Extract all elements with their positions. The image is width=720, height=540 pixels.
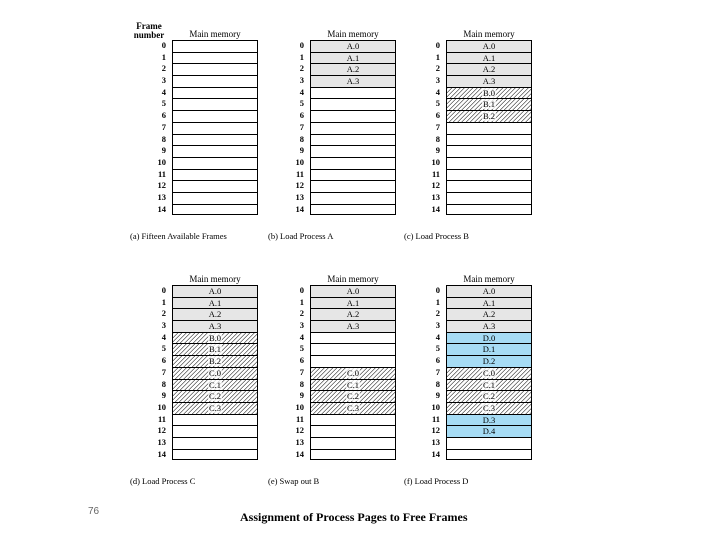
memory-panel (130, 274, 290, 514)
page-label: A.3 (208, 321, 222, 332)
frame-number: 8 (161, 378, 166, 389)
frame-cell (172, 414, 258, 426)
frame-number: 12 (431, 180, 440, 191)
page-label: A.2 (208, 309, 222, 320)
main-memory-title: Main memory (189, 29, 241, 39)
page-label: D.4 (482, 426, 496, 437)
frame-cell (172, 449, 258, 461)
page-label: B.1 (482, 99, 496, 110)
page-label: A.0 (482, 41, 496, 51)
page-label: A.1 (346, 52, 360, 63)
frame-number: 0 (299, 40, 304, 50)
frame-cell (310, 308, 396, 320)
page-label: A.3 (482, 76, 496, 87)
frame-number: 5 (299, 343, 304, 354)
frame-number: 1 (299, 51, 304, 62)
frame-number: 7 (435, 121, 440, 132)
frame-number: 11 (157, 168, 166, 179)
memory-panel (130, 29, 290, 269)
frame-number: 7 (161, 366, 166, 377)
page-label: A.2 (346, 309, 360, 320)
memory-panel (404, 274, 564, 514)
frame-cell (310, 343, 396, 355)
frame-number: 3 (299, 75, 304, 86)
frame-number: 6 (161, 110, 166, 121)
frame-cell (310, 285, 396, 297)
frame-number: 1 (161, 51, 166, 62)
frame-cell (310, 134, 396, 146)
page-label: A.2 (482, 64, 496, 75)
frame-number: 5 (435, 98, 440, 109)
frame-cell (446, 379, 532, 391)
frame-number: 10 (295, 156, 304, 167)
frame-number: 7 (435, 366, 440, 377)
frame-number: 11 (431, 413, 440, 424)
frame-cell (310, 169, 396, 181)
page-label: C.0 (208, 367, 222, 378)
frame-number: 6 (435, 355, 440, 366)
frame-number: 11 (157, 413, 166, 424)
frame-number: 5 (299, 98, 304, 109)
frame-number: 8 (435, 378, 440, 389)
frame-cell (446, 122, 532, 134)
frame-cell (446, 169, 532, 181)
panel-caption: (a) Fifteen Available Frames (130, 231, 227, 241)
frame-number: 5 (161, 343, 166, 354)
frame-cell (172, 87, 258, 99)
frame-cell (310, 52, 396, 64)
frame-number: 12 (431, 425, 440, 436)
frame-number: 3 (435, 75, 440, 86)
frame-cell (172, 192, 258, 204)
frame-cell (172, 343, 258, 355)
frame-cell (310, 390, 396, 402)
frame-cell (446, 180, 532, 192)
page-label: C.2 (346, 391, 360, 402)
frame-cell (446, 297, 532, 309)
page-label: B.2 (208, 356, 222, 367)
main-memory-title: Main memory (463, 274, 515, 284)
main-memory-title: Main memory (189, 274, 241, 284)
frame-cell (446, 402, 532, 414)
frame-cell (172, 285, 258, 297)
panel-caption: (e) Swap out B (268, 476, 320, 486)
page-label: B.0 (208, 332, 222, 343)
frame-cell (172, 320, 258, 332)
frame-number: 0 (299, 285, 304, 295)
frame-number: 11 (295, 168, 304, 179)
frame-cell (310, 414, 396, 426)
frame-number: 14 (157, 203, 166, 214)
frame-cell (172, 169, 258, 181)
page-label: A.3 (346, 321, 360, 332)
page-label: D.2 (482, 356, 496, 367)
frame-number: 13 (157, 191, 166, 202)
memory-panel (404, 29, 564, 269)
frame-number: 1 (299, 296, 304, 307)
frame-cell (310, 157, 396, 169)
frame-number: 4 (299, 86, 304, 97)
frame-cell (310, 204, 396, 216)
frame-cell (310, 379, 396, 391)
page-label: C.3 (482, 402, 496, 413)
frame-cell (446, 110, 532, 122)
frame-cell (310, 402, 396, 414)
frame-cell (446, 285, 532, 297)
page-label: A.2 (482, 309, 496, 320)
frame-cell (172, 402, 258, 414)
page-label: C.1 (346, 379, 360, 390)
frame-number: 2 (435, 308, 440, 319)
page-label: A.0 (482, 286, 496, 296)
frame-number: 13 (295, 191, 304, 202)
frame-cell (172, 204, 258, 216)
frame-cell (446, 75, 532, 87)
frame-cell (310, 180, 396, 192)
frame-number: 1 (435, 296, 440, 307)
frame-number: 7 (161, 121, 166, 132)
frame-cell (172, 180, 258, 192)
frame-label-line2: number (133, 30, 165, 40)
frame-cell (172, 355, 258, 367)
frame-number: 6 (435, 110, 440, 121)
frame-number: 4 (161, 331, 166, 342)
frame-cell (310, 87, 396, 99)
frame-cell (310, 367, 396, 379)
frame-cell (310, 122, 396, 134)
frame-cell (172, 98, 258, 110)
frame-number: 12 (157, 180, 166, 191)
page-label: C.3 (346, 402, 360, 413)
page-label: C.1 (482, 379, 496, 390)
frame-number: 10 (157, 401, 166, 412)
frame-number: 4 (435, 86, 440, 97)
page-label: C.0 (482, 367, 496, 378)
page-label: A.3 (482, 321, 496, 332)
page-label: C.2 (208, 391, 222, 402)
page-label: C.2 (482, 391, 496, 402)
frame-cell (172, 425, 258, 437)
frame-number: 6 (161, 355, 166, 366)
frame-number: 2 (435, 63, 440, 74)
frame-cell (172, 367, 258, 379)
frame-number: 0 (435, 40, 440, 50)
frame-number: 2 (299, 63, 304, 74)
page-label: B.0 (482, 87, 496, 98)
frame-cell (172, 297, 258, 309)
frame-number: 3 (435, 320, 440, 331)
frame-cell (446, 192, 532, 204)
page-label: C.1 (208, 379, 222, 390)
frame-number: 11 (431, 168, 440, 179)
frame-cell (446, 63, 532, 75)
frame-cell (446, 157, 532, 169)
frame-number: 1 (435, 51, 440, 62)
frame-number: 9 (435, 390, 440, 401)
frame-cell (172, 52, 258, 64)
slide-number: 76 (88, 506, 100, 517)
panel-caption: (d) Load Process C (130, 476, 196, 486)
frame-number: 7 (299, 366, 304, 377)
frame-number: 4 (161, 86, 166, 97)
page-label: A.0 (346, 41, 360, 51)
frame-number: 14 (431, 203, 440, 214)
page-label: A.1 (482, 52, 496, 63)
panel-caption: (f) Load Process D (404, 476, 469, 486)
frame-cell (172, 145, 258, 157)
frame-number: 4 (299, 331, 304, 342)
frame-cell (310, 320, 396, 332)
frame-number: 2 (161, 63, 166, 74)
frame-cell (446, 320, 532, 332)
panel-caption: (b) Load Process A (268, 231, 334, 241)
page-label: A.0 (346, 286, 360, 296)
page-label: C.0 (346, 367, 360, 378)
frame-number: 9 (299, 390, 304, 401)
page-label: A.0 (208, 286, 222, 296)
frame-number: 2 (299, 308, 304, 319)
frame-number: 6 (299, 355, 304, 366)
frame-cell (446, 355, 532, 367)
page-title: Assignment of Process Pages to Free Frames (240, 510, 468, 524)
frame-number: 9 (299, 145, 304, 156)
frame-number: 10 (431, 401, 440, 412)
frame-number: 1 (161, 296, 166, 307)
frame-number: 10 (431, 156, 440, 167)
frame-number: 14 (157, 448, 166, 459)
frame-cell (172, 40, 258, 52)
frame-cell (172, 122, 258, 134)
frame-label-line1: Frame (136, 21, 162, 31)
frame-number: 12 (157, 425, 166, 436)
frame-cell (172, 308, 258, 320)
frame-number: 3 (299, 320, 304, 331)
frame-cell (172, 379, 258, 391)
frame-cell (172, 110, 258, 122)
frame-cell (310, 40, 396, 52)
frame-cell (446, 308, 532, 320)
page-label: A.3 (346, 76, 360, 87)
frame-number: 13 (295, 436, 304, 447)
page-label: D.0 (482, 332, 496, 343)
frame-cell (310, 332, 396, 344)
frame-number: 14 (295, 203, 304, 214)
frame-cell (310, 63, 396, 75)
frame-number: 8 (299, 378, 304, 389)
main-memory-title: Main memory (463, 29, 515, 39)
page-label: A.1 (346, 297, 360, 308)
frame-cell (172, 437, 258, 449)
frame-cell (446, 414, 532, 426)
frame-cell (310, 145, 396, 157)
frame-cell (310, 449, 396, 461)
frame-cell (446, 40, 532, 52)
frame-cell (310, 425, 396, 437)
frame-cell (310, 110, 396, 122)
frame-cell (310, 297, 396, 309)
frame-number: 0 (161, 40, 166, 50)
page-label: A.1 (482, 297, 496, 308)
frame-number: 10 (157, 156, 166, 167)
frame-cell (446, 204, 532, 216)
main-memory-title: Main memory (327, 29, 379, 39)
frame-number: 14 (431, 448, 440, 459)
frame-number: 14 (295, 448, 304, 459)
frame-cell (446, 390, 532, 402)
frame-cell (172, 157, 258, 169)
frame-number: 9 (435, 145, 440, 156)
frame-number: 5 (435, 343, 440, 354)
frame-cell (310, 98, 396, 110)
frame-cell (172, 75, 258, 87)
frame-cell (446, 52, 532, 64)
frame-number: 12 (295, 425, 304, 436)
frame-cell (446, 343, 532, 355)
frame-number: 13 (157, 436, 166, 447)
frame-number: 10 (295, 401, 304, 412)
frame-cell (310, 437, 396, 449)
frame-cell (446, 87, 532, 99)
page-label: B.1 (208, 344, 222, 355)
frame-number: 11 (295, 413, 304, 424)
frame-number: 8 (161, 133, 166, 144)
page-label: A.2 (346, 64, 360, 75)
frame-number: 0 (435, 285, 440, 295)
frame-number: 9 (161, 145, 166, 156)
frame-cell (172, 390, 258, 402)
frame-number: 8 (435, 133, 440, 144)
page-label: B.2 (482, 111, 496, 122)
frame-cell (446, 449, 532, 461)
frame-cell (310, 192, 396, 204)
frame-cell (172, 134, 258, 146)
frame-number: 3 (161, 75, 166, 86)
panel-caption: (c) Load Process B (404, 231, 469, 241)
frame-cell (446, 98, 532, 110)
main-memory-title: Main memory (327, 274, 379, 284)
frame-number: 0 (161, 285, 166, 295)
frame-cell (446, 425, 532, 437)
page-label: C.3 (208, 402, 222, 413)
frame-number: 13 (431, 191, 440, 202)
frame-cell (446, 367, 532, 379)
frame-number: 7 (299, 121, 304, 132)
frame-cell (310, 355, 396, 367)
frame-cell (446, 332, 532, 344)
frame-number: 4 (435, 331, 440, 342)
frame-cell (446, 437, 532, 449)
frame-number: 12 (295, 180, 304, 191)
page-label: D.3 (482, 414, 496, 425)
frame-number: 13 (431, 436, 440, 447)
page-label: A.1 (208, 297, 222, 308)
frame-cell (172, 332, 258, 344)
frame-cell (446, 134, 532, 146)
frame-number: 5 (161, 98, 166, 109)
frame-cell (172, 63, 258, 75)
frame-number: 9 (161, 390, 166, 401)
page-label: D.1 (482, 344, 496, 355)
frame-cell (310, 75, 396, 87)
frame-number: 6 (299, 110, 304, 121)
frame-number: 3 (161, 320, 166, 331)
frame-number: 8 (299, 133, 304, 144)
frame-cell (446, 145, 532, 157)
frame-number: 2 (161, 308, 166, 319)
